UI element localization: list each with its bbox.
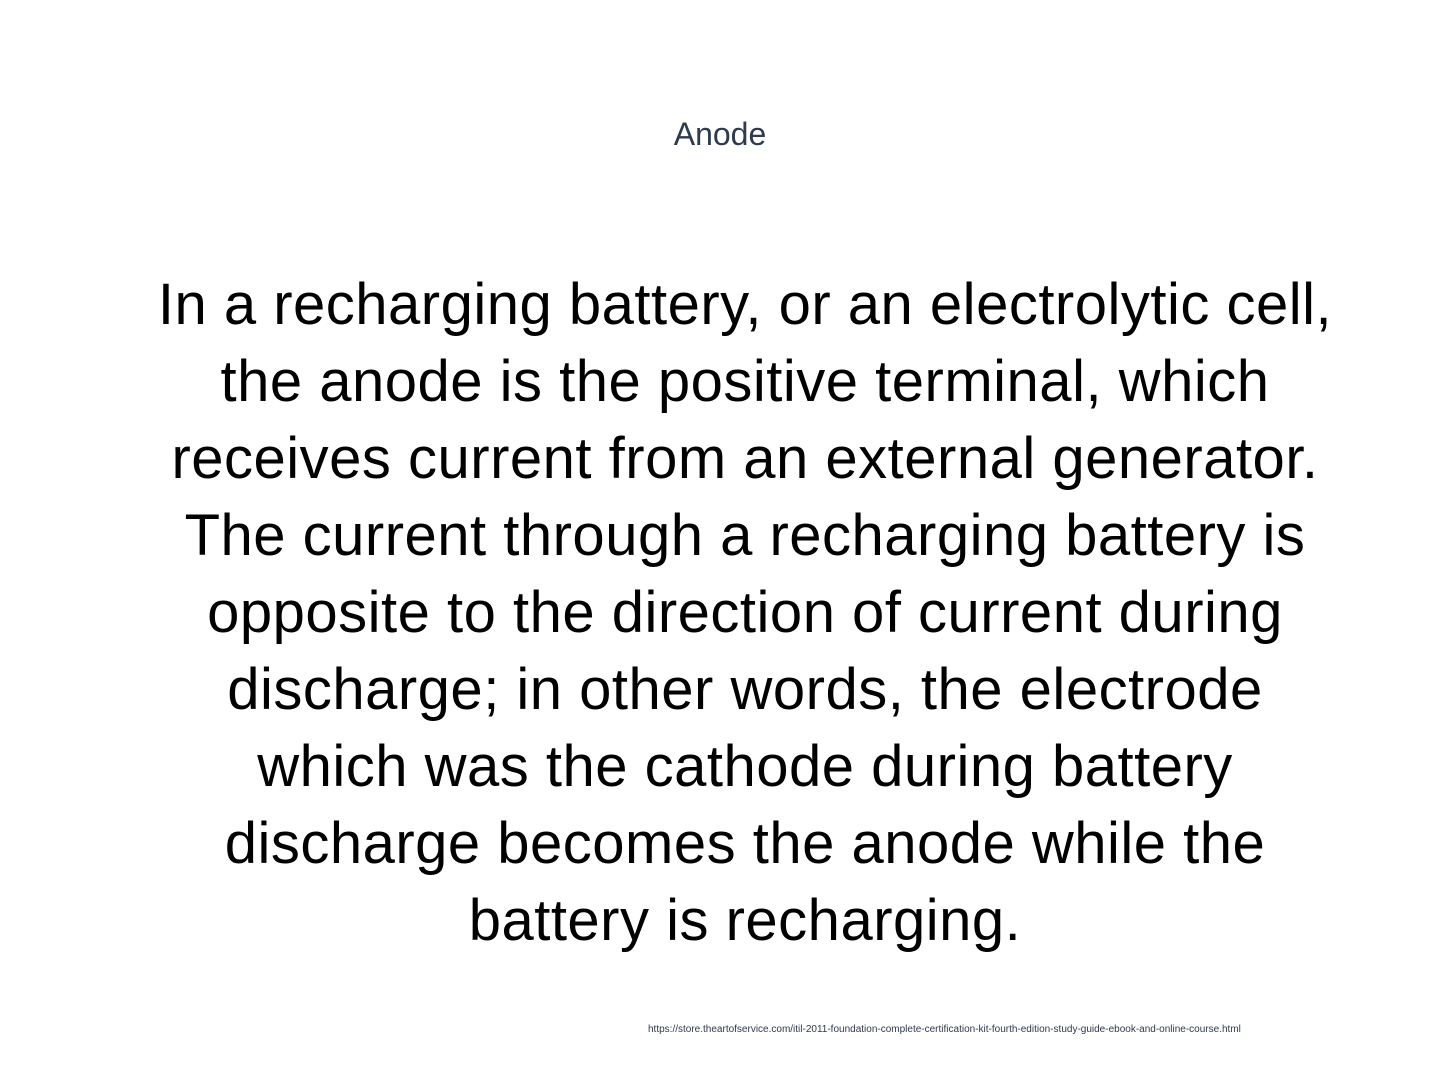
footer-source-url: https://store.theartofservice.com/itil-2011-foundation-complete-certification-kit-fourth-edition-study-guide-ebook-and-online-course.html — [648, 1024, 1241, 1035]
slide-title: Anode — [673, 116, 767, 152]
slide-body-text: In a recharging battery, or an electrolytic cell, the anode is the positive terminal, which receives current from an external generator. The current through a recharging battery is opposite to the direction of current during discharge; in other words, the electrode which was the cathode during battery discharge becomes the anode while the battery is recharging. — [157, 272, 1333, 953]
